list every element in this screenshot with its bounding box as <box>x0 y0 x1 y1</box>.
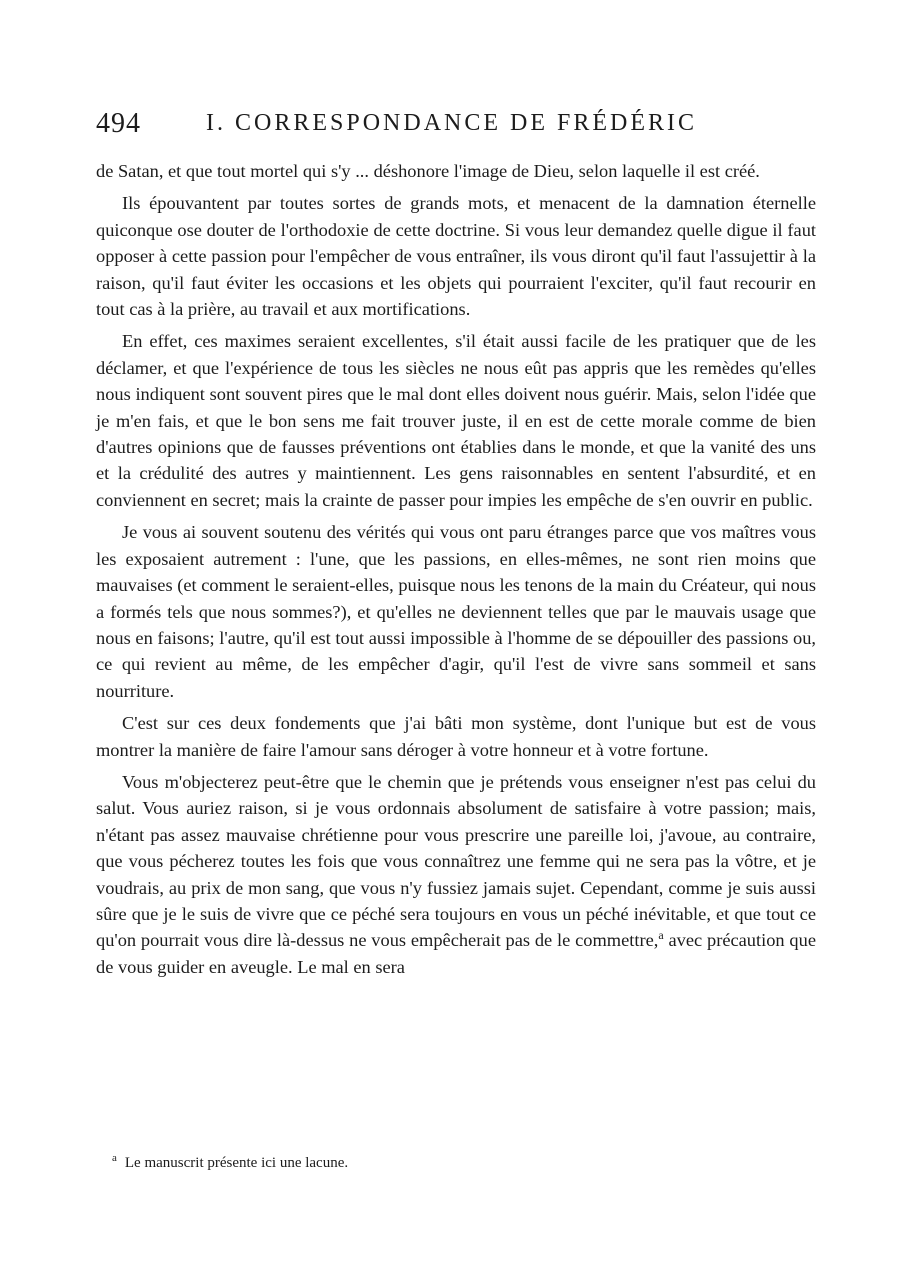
paragraph-text-after-note: avec précaution que de vous guider en aveugle. Le mal en sera <box>96 930 816 977</box>
paragraph: C'est sur ces deux fondements que j'ai bâti mon système, dont l'unique but est de vous montrer la manière de faire l'amour sans déroger à votre honneur et à votre fortune. <box>96 713 816 760</box>
page-number: 494 <box>96 108 141 139</box>
footnote-mark: a <box>112 1152 117 1164</box>
running-title: I. CORRESPONDANCE DE FRÉDÉRIC <box>206 110 698 136</box>
footnote-text: Le manuscrit présente ici une lacune. <box>124 1155 349 1171</box>
paragraph-continuation: de Satan, et que tout mortel qui s'y ... déshonore l'image de Dieu, selon laquelle il est créé. <box>96 161 760 181</box>
footnote-reference-mark: a <box>658 928 664 943</box>
paragraph-with-footnote-ref <box>96 769 816 980</box>
paragraph: Ils épouvantent par toutes sortes de grands mots, et menacent de la damnation éternelle quiconque ose douter de l'orthodoxie de cette doctrine. Si vous leur demandez quelle digue il faut opposer à cette passion pour l'empêcher de vous entraîner, ils vous diront qu'il faut l'assujettir à la raison, qu'il faut éviter les occasions et les objets qui pourraient l'exciter, qu'il faut recourir en tout cas à la prière, au travail et aux mortifications. <box>96 193 816 320</box>
running-head <box>96 108 816 148</box>
paragraph: En effet, ces maximes seraient excellentes, s'il était aussi facile de les pratiquer que de les déclamer, et que l'expérience de tous les siècles ne nous eût pas appris que les remèdes qu'elles nous indiquent sont souvent pires que le mal dont elles doivent nous guérir. Mais, selon l'idée que je m'en fais, et que le bon sens me fait trouver juste, il en est de cette morale comme de bien d'autres opinions que de fausses préventions ont établies dans le monde, et que la vanité des uns et la crédulité des autres y maintiennent. Les gens raisonnables en sentent l'absurdité, et en conviennent en secret; mais la crainte de passer pour impies les empêche de s'en ouvrir en public. <box>96 331 816 510</box>
paragraph-text-before-note: Vous m'objecterez peut-être que le chemin que je prétends vous enseigner n'est pas celui du salut. Vous auriez raison, si je vous ordonnais absolument de satisfaire à votre passion; mais, n'étant pas assez mauvaise chrétienne pour vous prescrire une pareille loi, j'avoue, au contraire, que vous pécherez toutes les fois que vous connaîtrez une femme qui ne sera pas la vôtre, et je voudrais, au prix de mon sang, que vous n'y fussiez jamais sujet. Cependant, comme je suis aussi sûre que je le suis de vivre que ce péché sera toujours en vous un péché inévitable, et que tout ce qu'on pourrait vous dire là-dessus ne vous empêcherait pas de le commettre, <box>96 771 816 951</box>
body-text <box>96 158 816 986</box>
footnote <box>112 1148 812 1173</box>
paragraph: Je vous ai souvent soutenu des vérités qui vous ont paru étranges parce que vos maîtres vous les exposaient autrement : l'une, que les passions, en elles-mêmes, ne sont rien moins que mauvaises (et comment le seraient-elles, puisque nous les tenons de la main du Créateur, qui nous a formés tels que nous sommes?), et qu'elles ne deviennent telles que par le mauvais usage que nous en faisons; l'autre, qu'il est tout aussi impossible à l'homme de se dépouiller des passions ou, ce qui revient au même, de les empêcher d'agir, qu'il l'est de vivre sans sommeil et sans nourriture. <box>96 522 816 701</box>
